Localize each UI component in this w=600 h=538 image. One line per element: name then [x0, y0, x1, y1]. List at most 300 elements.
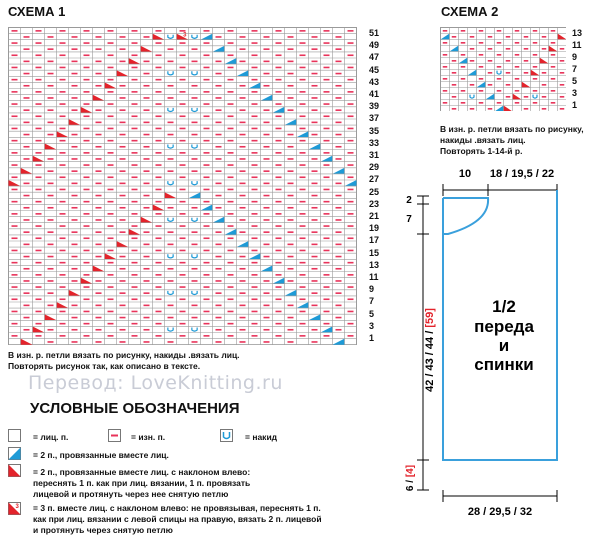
- schema1-cell: [156, 115, 162, 117]
- schema1-cell: [60, 67, 66, 69]
- schema1-cell: [180, 323, 186, 325]
- schema1-cell: [96, 292, 102, 294]
- schema1-cell: [132, 115, 138, 117]
- schema1-cell: [180, 262, 186, 264]
- top-left-dimension: 10: [458, 168, 472, 180]
- schema1-cell: [72, 134, 78, 136]
- schema2-cell: [515, 54, 520, 56]
- schema2-cell: [479, 66, 484, 68]
- schema1-cell: [36, 128, 42, 130]
- schema1-cell: [336, 109, 342, 111]
- legend-heading: УСЛОВНЫЕ ОБОЗНАЧЕНИЯ: [30, 400, 240, 417]
- schema1-cell: [348, 140, 354, 142]
- schema1-cell: [168, 244, 174, 246]
- schema1-cell: [96, 73, 102, 75]
- schema1-cell: [72, 280, 78, 282]
- schema1-cell: [264, 305, 270, 307]
- schema1-cell: [156, 91, 162, 93]
- schema1-cell: [168, 85, 174, 87]
- schema1-row-number: 1: [369, 333, 375, 343]
- schema1-cell: [72, 244, 78, 246]
- schema1-cell: [336, 280, 342, 282]
- schema1-cell: [240, 292, 246, 294]
- schema1-cell: [276, 103, 282, 105]
- schema1-cell: [228, 140, 234, 142]
- schema1-cell: [144, 341, 150, 343]
- schema1-cell: [264, 195, 270, 197]
- schema1-cell: [144, 170, 150, 172]
- schema1-cell: [12, 201, 18, 203]
- schema1-cell: [240, 158, 246, 160]
- schema1-cell: [276, 91, 282, 93]
- schema1-cell: [36, 152, 42, 154]
- schema1-cell: [132, 42, 138, 44]
- schema1-cell: [204, 213, 210, 215]
- schema1-cell: [84, 225, 90, 227]
- schema2-cell: [443, 90, 448, 92]
- schema1-cell: [96, 170, 102, 172]
- schema1-cell: [264, 146, 270, 148]
- schema1-cell: [228, 79, 234, 81]
- schema1-cell: [132, 225, 138, 227]
- schema1-cell: [72, 341, 78, 343]
- schema1-cell: [144, 134, 150, 136]
- schema1-cell: [264, 122, 270, 124]
- schema1-cell: [60, 311, 66, 313]
- schema1-cell: [180, 335, 186, 337]
- schema1-cell: [192, 61, 198, 63]
- schema1-cell: [204, 30, 210, 32]
- schema2-cell: [506, 60, 511, 62]
- schema1-cell: [252, 115, 258, 117]
- schema1-cell: [264, 36, 270, 38]
- schema1-cell: [120, 268, 126, 270]
- schema1-cell: [108, 54, 114, 56]
- schema1-cell: [276, 152, 282, 154]
- legend-ssk-line-2: переснять 1 п. как при лиц. вязании, 1 п. провязать: [33, 478, 251, 488]
- schema1-cell: [300, 54, 306, 56]
- schema1-cell: [96, 329, 102, 331]
- schema1-cell: [300, 311, 306, 313]
- schema1-cell: [324, 201, 330, 203]
- schema2-cell: [461, 54, 466, 56]
- schema1-cell: [48, 280, 54, 282]
- schema1-row-number: 7: [369, 296, 375, 307]
- schema1-cell: [96, 231, 102, 233]
- legend-sk2p-line-2: как при лиц. вязании с левой спицы на правую, вязать 2 п. лицевой: [33, 514, 322, 524]
- schema1-cell: [72, 97, 78, 99]
- schema1-cell: [168, 97, 174, 99]
- schema2-cell: [560, 48, 565, 50]
- schema1-cell: [264, 329, 270, 331]
- schema1-cell: [288, 61, 294, 63]
- schema1-cell: [108, 335, 114, 337]
- schema2-cell: [443, 78, 448, 80]
- schema1-cell: [84, 115, 90, 117]
- schema1-cell: [144, 85, 150, 87]
- schema1-cell: [264, 73, 270, 75]
- schema2-cell: [551, 78, 556, 80]
- schema1-cell: [156, 262, 162, 264]
- schema1-cell: [168, 134, 174, 136]
- schema1-cell: [60, 286, 66, 288]
- schema1-cell: [264, 109, 270, 111]
- schema1-cell: [96, 158, 102, 160]
- schema1-row-number: 49: [369, 40, 380, 51]
- schema1-cell: [240, 61, 246, 63]
- schema1-cell: [132, 91, 138, 93]
- schema1-cell: [264, 207, 270, 209]
- schema1-cell: [168, 207, 174, 209]
- schema1-cell: [72, 256, 78, 258]
- schema1-cell: [24, 61, 30, 63]
- schema1-cell: [24, 280, 30, 282]
- schema2-note-1: В изн. р. петли вязать по рисунку,: [440, 124, 584, 134]
- schema2-title: СХЕМА 2: [441, 4, 499, 19]
- schema1-cell: [156, 54, 162, 56]
- schema2-cell: [542, 72, 547, 74]
- schema1-cell: [228, 164, 234, 166]
- schema1-cell: [288, 329, 294, 331]
- schema1-cell: [120, 292, 126, 294]
- schema1-cell: [168, 280, 174, 282]
- schema1-cell: [36, 164, 42, 166]
- schema1-cell: [216, 231, 222, 233]
- schema1-cell: [144, 244, 150, 246]
- schema1-cell: [144, 292, 150, 294]
- schema1-cell: [252, 225, 258, 227]
- piece-label-line-3: и: [498, 336, 510, 355]
- schema1-cell: [192, 305, 198, 307]
- schema1-cell: [264, 134, 270, 136]
- schema1-cell: [324, 164, 330, 166]
- schema1-cell: [348, 323, 354, 325]
- schema1-cell: [12, 225, 18, 227]
- schema1-cell: [48, 109, 54, 111]
- schema1-cell: [72, 109, 78, 111]
- schema1-cell: [324, 225, 330, 227]
- schema1-cell: [264, 85, 270, 87]
- schema1-cell: [24, 183, 30, 185]
- schema1-cell: [180, 54, 186, 56]
- schema1-cell: [168, 158, 174, 160]
- schema1-cell: [276, 311, 282, 313]
- schema1-cell: [300, 298, 306, 300]
- schema1-cell: [108, 274, 114, 276]
- schema2-cell: [470, 48, 475, 50]
- schema1-cell: [312, 280, 318, 282]
- schema2-cell: [488, 84, 493, 86]
- schema1-cell: [60, 140, 66, 142]
- schema1-cell: [300, 79, 306, 81]
- schema1-cell: [24, 207, 30, 209]
- schema1-cell: [324, 54, 330, 56]
- schema1-cell: [240, 183, 246, 185]
- schema1-cell: [24, 329, 30, 331]
- schema1-row-number: 41: [369, 89, 380, 99]
- schema1-cell: [264, 256, 270, 258]
- schema1-cell: [48, 36, 54, 38]
- schema1-cell: [144, 97, 150, 99]
- schema1-cell: [12, 103, 18, 105]
- schema2-cell: [470, 108, 475, 110]
- schema1-row-number: 5: [369, 308, 375, 319]
- schema1-cell: [60, 42, 66, 44]
- schema1-cell: [24, 268, 30, 270]
- schema1-cell: [168, 48, 174, 50]
- schema1-cell: [60, 323, 66, 325]
- schema1-cell: [312, 134, 318, 136]
- schema1-cell: [312, 170, 318, 172]
- schema1-cell: [288, 73, 294, 75]
- schema2-cell: [452, 60, 457, 62]
- schema1-cell: [276, 79, 282, 81]
- schema1-cell: [252, 335, 258, 337]
- schema1-cell: [144, 329, 150, 331]
- schema1-cell: [72, 329, 78, 331]
- schema1-cell: [84, 164, 90, 166]
- schema1-cell: [108, 250, 114, 252]
- schema1-cell: [12, 274, 18, 276]
- height-dimension: [424, 308, 436, 392]
- schema1-cell: [168, 170, 174, 172]
- schema1-cell: [168, 305, 174, 307]
- schema1-cell: [336, 61, 342, 63]
- schema1-cell: [324, 67, 330, 69]
- schema1-cell: [264, 231, 270, 233]
- schema1-cell: [132, 164, 138, 166]
- schema1-cell: [12, 42, 18, 44]
- schema1-cell: [36, 201, 42, 203]
- schema1-cell: [204, 42, 210, 44]
- schema1-cell: [144, 268, 150, 270]
- schema1-cell: [252, 91, 258, 93]
- schema2-cell: [452, 84, 457, 86]
- schema1-cell: [132, 176, 138, 178]
- schema1-cell: [84, 30, 90, 32]
- schema1-cell: [204, 323, 210, 325]
- schema1-cell: [240, 85, 246, 87]
- schema1-cell: [36, 79, 42, 81]
- schema1-cell: [156, 225, 162, 227]
- schema1-cell: [144, 158, 150, 160]
- schema1-cell: [96, 134, 102, 136]
- schema1-cell: [240, 36, 246, 38]
- schema1-cell: [12, 311, 18, 313]
- schema1-cell: [288, 256, 294, 258]
- bottom-left-dimension-red: [4]: [405, 464, 416, 478]
- schema1-cell: [276, 67, 282, 69]
- pattern-piece-diagram: [395, 160, 600, 538]
- schema1-cell: [216, 341, 222, 343]
- schema1-cell: [96, 61, 102, 63]
- schema2-cell: [542, 96, 547, 98]
- schema1-cell: [312, 109, 318, 111]
- schema1-cell: [48, 170, 54, 172]
- schema1-cell: [84, 42, 90, 44]
- schema1-cell: [348, 335, 354, 337]
- schema1-cell: [24, 219, 30, 221]
- schema1-cell: [324, 140, 330, 142]
- legend-yo-label: = накид: [245, 432, 278, 442]
- schema2-cell: [452, 72, 457, 74]
- schema1-cell: [96, 341, 102, 343]
- schema1-cell: [72, 36, 78, 38]
- schema2-cell: [506, 36, 511, 38]
- schema1-cell: [216, 85, 222, 87]
- schema1-cell: [216, 183, 222, 185]
- schema1-cell: [240, 97, 246, 99]
- schema2-cell: [497, 90, 502, 92]
- schema1-cell: [348, 42, 354, 44]
- schema1-cell: [312, 292, 318, 294]
- schema1-cell: [72, 48, 78, 50]
- schema1-cell: [132, 103, 138, 105]
- schema1-cell: [252, 286, 258, 288]
- legend-ssk-line-1: = 2 п., провязанные вместе лиц. с наклоном влево:: [33, 467, 251, 477]
- schema1-cell: [96, 256, 102, 258]
- schema1-cell: [156, 311, 162, 313]
- schema1-cell: [288, 48, 294, 50]
- schema1-cell: [228, 189, 234, 191]
- schema1-cell: [144, 61, 150, 63]
- schema1-cell: [36, 225, 42, 227]
- schema1-cell: [12, 54, 18, 56]
- schema1-row-number: 51: [369, 28, 380, 38]
- schema1-cell: [336, 158, 342, 160]
- schema1-cell: [12, 140, 18, 142]
- schema1-cell: [120, 280, 126, 282]
- schema1-cell: [108, 152, 114, 154]
- schema1-cell: [252, 30, 258, 32]
- schema1-cell: [348, 201, 354, 203]
- schema1-cell: [12, 128, 18, 130]
- schema1-cell: [132, 335, 138, 337]
- schema1-cell: [24, 122, 30, 124]
- schema1-cell: [288, 158, 294, 160]
- schema1-cell: [204, 140, 210, 142]
- schema1-cell: [24, 231, 30, 233]
- schema1-cell: [108, 189, 114, 191]
- schema1-cell: [240, 329, 246, 331]
- schema1-cell: [36, 262, 42, 264]
- schema1-cell: [348, 274, 354, 276]
- schema1-row-number: 13: [369, 259, 380, 270]
- schema1-cell: [60, 213, 66, 215]
- schema1-cell: [72, 305, 78, 307]
- schema1-cell: [180, 286, 186, 288]
- schema2-cell: [551, 102, 556, 104]
- schema1-cell: [216, 146, 222, 148]
- schema1-cell: [60, 298, 66, 300]
- schema1-cell: [180, 213, 186, 215]
- schema1-cell: [348, 189, 354, 191]
- schema1-cell: [144, 36, 150, 38]
- schema1-cell: [216, 317, 222, 319]
- schema1-cell: [192, 97, 198, 99]
- schema1-cell: [228, 54, 234, 56]
- schema1-cell: [264, 183, 270, 185]
- schema2-cell: [533, 102, 538, 104]
- schema1-cell: [252, 164, 258, 166]
- schema1-cell: [60, 79, 66, 81]
- schema1-cell: [336, 195, 342, 197]
- schema2-cell: [461, 78, 466, 80]
- schema1-cell: [300, 201, 306, 203]
- schema1-cell: [60, 250, 66, 252]
- schema1-cell: [228, 298, 234, 300]
- schema1-cell: [300, 286, 306, 288]
- schema1-cell: [96, 183, 102, 185]
- schema1-cell: [120, 134, 126, 136]
- schema1-cell: [276, 164, 282, 166]
- schema2-cell: [551, 90, 556, 92]
- schema1-cell: [312, 73, 318, 75]
- schema1-cell: [108, 140, 114, 142]
- schema1-cell: [276, 189, 282, 191]
- schema1-cell: [156, 189, 162, 191]
- schema2-cell: [533, 42, 538, 44]
- schema2-cell: [560, 84, 565, 86]
- schema1-cell: [180, 103, 186, 105]
- schema1-cell: [216, 280, 222, 282]
- schema1-cell: [324, 335, 330, 337]
- schema1-cell: [204, 164, 210, 166]
- schema1-cell: [192, 122, 198, 124]
- legend-yo-symbol: [220, 429, 234, 443]
- schema1-cell: [108, 311, 114, 313]
- schema1-row-number: 21: [369, 211, 380, 221]
- schema1-cell: [72, 317, 78, 319]
- schema1-cell: [144, 231, 150, 233]
- schema1-cell: [132, 323, 138, 325]
- schema1-cell: [120, 183, 126, 185]
- schema1-cell: [120, 207, 126, 209]
- schema1-cell: [180, 140, 186, 142]
- schema1-cell: [36, 250, 42, 252]
- schema1-cell: [156, 323, 162, 325]
- schema2-cell: [515, 102, 520, 104]
- schema2-cell: [497, 78, 502, 80]
- schema1-cell: [48, 61, 54, 63]
- schema1-cell: [120, 109, 126, 111]
- schema1-cell: [12, 176, 18, 178]
- schema1-cell: [264, 244, 270, 246]
- schema1-cell: [300, 67, 306, 69]
- schema1-cell: [216, 329, 222, 331]
- schema1-row-number: 3: [369, 320, 375, 331]
- schema1-cell: [252, 54, 258, 56]
- schema1-row-number: 45: [369, 64, 380, 75]
- schema1-cell: [12, 213, 18, 215]
- schema1-cell: [60, 262, 66, 264]
- schema1-cell: [120, 256, 126, 258]
- schema1-row-number: 25: [369, 186, 380, 197]
- schema1-cell: [180, 91, 186, 93]
- bottom-left-dimension: [405, 465, 416, 491]
- schema1-cell: [12, 189, 18, 191]
- schema1-cell: [348, 176, 354, 178]
- schema1-cell: [336, 268, 342, 270]
- schema1-cell: [132, 201, 138, 203]
- schema1-cell: [264, 170, 270, 172]
- schema2-cell: [470, 84, 475, 86]
- schema1-note-2: Повторять рисунок так, как описано в тексте.: [8, 361, 201, 371]
- schema1-cell: [60, 103, 66, 105]
- schema1-cell: [96, 109, 102, 111]
- schema1-cell: [252, 311, 258, 313]
- schema1-cell: [276, 42, 282, 44]
